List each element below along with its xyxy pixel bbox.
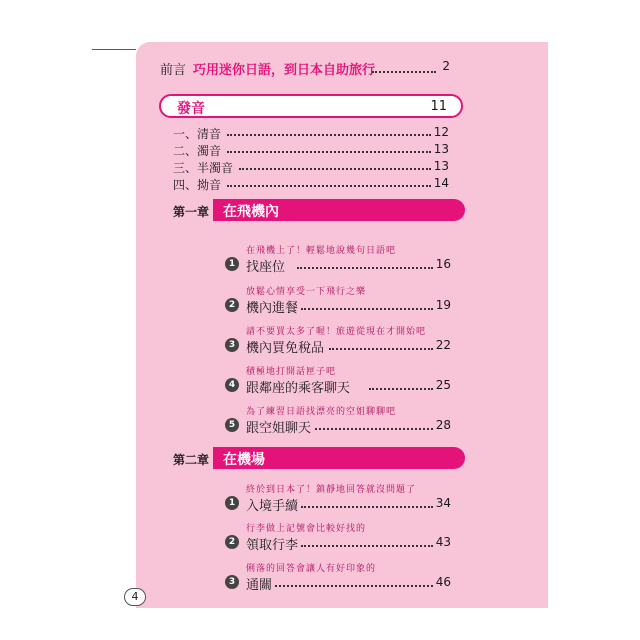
sound-label: 二、濁音	[173, 144, 222, 158]
item-title: 跟鄰座的乘客聊天	[246, 381, 351, 396]
top-rule	[92, 49, 136, 50]
leader-dots	[329, 348, 433, 350]
leader-dots	[301, 506, 433, 508]
leader-dots	[227, 134, 431, 136]
pronunciation-title: 發音	[177, 101, 205, 117]
leader-dots	[369, 388, 433, 390]
sound-row[interactable]	[173, 159, 449, 175]
list-item[interactable]	[225, 574, 451, 592]
leader-dots	[301, 545, 433, 547]
chapter-title-bar	[213, 447, 465, 469]
chapter-number: 第一章	[173, 205, 210, 219]
item-title: 通關	[246, 578, 273, 593]
item-subtitle: 俐落的回答會讓人有好印象的	[246, 564, 377, 574]
number-badge: 2	[225, 535, 239, 549]
sound-row[interactable]	[173, 125, 449, 141]
number-badge: 3	[225, 338, 239, 352]
chapter-number: 第二章	[173, 453, 210, 467]
item-page: 22	[435, 338, 451, 352]
sound-row[interactable]	[173, 176, 449, 192]
sound-label: 四、拗音	[173, 178, 222, 192]
list-item[interactable]	[225, 495, 451, 513]
leader-dots	[275, 585, 433, 587]
leader-dots	[227, 185, 431, 187]
item-title: 入境手續	[246, 499, 299, 514]
item-subtitle: 終於到日本了！鎮靜地回答就沒問題了	[246, 485, 417, 495]
leader-dots	[301, 308, 433, 310]
pronunciation-page: 11	[430, 99, 447, 114]
item-page: 46	[435, 575, 451, 589]
item-subtitle: 請不要買太多了喔！旅遊從現在才開始吧	[246, 327, 427, 337]
item-page: 19	[435, 298, 451, 312]
sound-page: 12	[433, 125, 449, 139]
sound-page: 13	[433, 142, 449, 156]
item-subtitle: 為了練習日語找漂亮的空姐聊聊吧	[246, 407, 397, 417]
number-badge: 3	[225, 575, 239, 589]
list-item[interactable]	[225, 297, 451, 315]
sound-label: 一、清音	[173, 127, 222, 141]
item-title: 領取行李	[246, 538, 299, 553]
leader-dots	[315, 428, 433, 430]
leader-dots	[372, 71, 436, 73]
chapter-2-heading[interactable]	[173, 447, 465, 469]
item-title: 跟空姐聊天	[246, 421, 312, 436]
number-badge: 4	[225, 378, 239, 392]
list-item[interactable]	[225, 534, 451, 552]
number-badge: 2	[225, 298, 239, 312]
sound-page: 14	[433, 176, 449, 190]
list-item[interactable]	[225, 256, 451, 274]
preface-title: 巧用迷你日語，到日本自助旅行	[193, 63, 376, 78]
list-item[interactable]	[225, 377, 451, 395]
leader-dots	[227, 151, 431, 153]
item-subtitle: 放鬆心情享受一下飛行之樂	[246, 287, 367, 297]
sound-page: 13	[433, 159, 449, 173]
item-page: 28	[435, 418, 451, 432]
sound-row[interactable]	[173, 142, 449, 158]
leader-dots	[239, 168, 431, 170]
sound-label: 三、半濁音	[173, 161, 234, 175]
item-page: 25	[435, 378, 451, 392]
item-page: 43	[435, 535, 451, 549]
chapter-title-bar	[213, 199, 465, 221]
item-subtitle: 積極地打開話匣子吧	[246, 367, 337, 377]
pronunciation-heading[interactable]	[159, 94, 463, 118]
item-title: 機內進餐	[246, 301, 299, 316]
item-subtitle: 行李做上記號會比較好找的	[246, 524, 367, 534]
preface-page: 2	[442, 59, 450, 73]
preface-row[interactable]	[160, 59, 450, 77]
chapter-title: 在機場	[223, 452, 265, 468]
leader-dots	[297, 267, 433, 269]
item-title: 機內買免稅品	[246, 341, 325, 356]
number-badge: 1	[225, 257, 239, 271]
list-item[interactable]	[225, 417, 451, 435]
item-title: 找座位	[246, 260, 286, 275]
page-number-badge: 4	[124, 588, 146, 606]
chapter-1-heading[interactable]	[173, 199, 465, 221]
item-page: 16	[435, 257, 451, 271]
chapter-title: 在飛機內	[223, 204, 279, 220]
number-badge: 1	[225, 496, 239, 510]
item-subtitle: 在飛機上了！輕鬆地說幾句日語吧	[246, 246, 397, 256]
list-item[interactable]	[225, 337, 451, 355]
number-badge: 5	[225, 418, 239, 432]
preface-label: 前言	[160, 63, 187, 78]
item-page: 34	[435, 496, 451, 510]
